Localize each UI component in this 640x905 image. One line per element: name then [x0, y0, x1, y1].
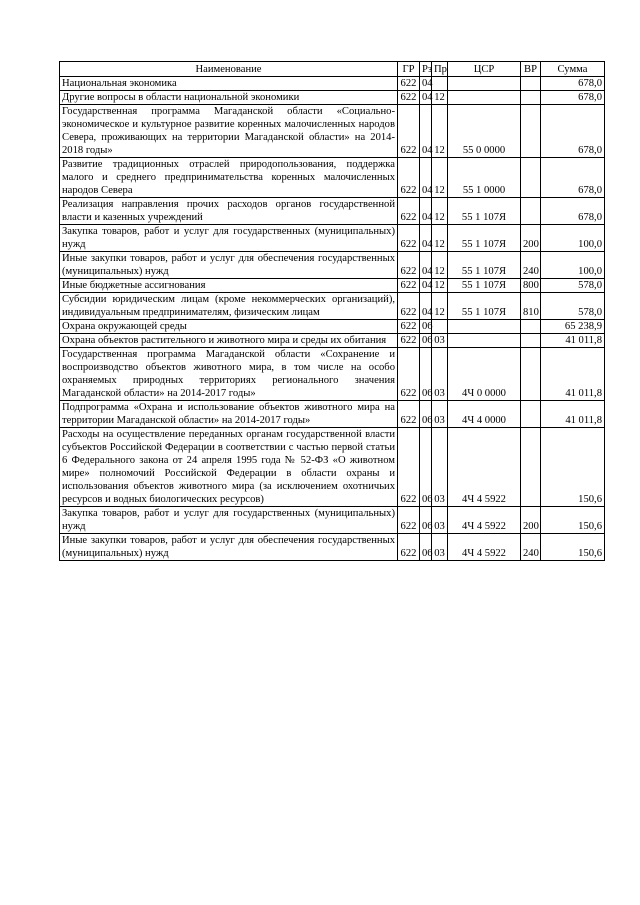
header-rz: Рз	[420, 62, 432, 77]
table-row	[60, 91, 605, 105]
cell-sum: 678,0	[541, 105, 605, 158]
header-name: Наименование	[60, 62, 398, 77]
cell-pr	[432, 77, 448, 91]
cell-pr: 12	[432, 198, 448, 225]
table-row	[60, 293, 605, 320]
cell-name: Иные бюджетные ассигнования	[60, 279, 398, 293]
cell-rz: 06	[420, 534, 432, 561]
header-vr: ВР	[521, 62, 541, 77]
cell-rz: 04	[420, 252, 432, 279]
table-row	[60, 225, 605, 252]
cell-sum: 678,0	[541, 77, 605, 91]
cell-rz: 04	[420, 158, 432, 198]
cell-vr	[521, 401, 541, 428]
cell-rz: 04	[420, 77, 432, 91]
cell-gr: 622	[398, 198, 420, 225]
cell-vr	[521, 77, 541, 91]
cell-pr: 12	[432, 279, 448, 293]
cell-sum: 150,6	[541, 507, 605, 534]
header-row	[60, 62, 605, 77]
cell-pr: 12	[432, 91, 448, 105]
cell-csr: 55 1 107Я	[448, 225, 521, 252]
cell-gr: 622	[398, 320, 420, 334]
cell-gr: 622	[398, 534, 420, 561]
cell-pr: 03	[432, 401, 448, 428]
cell-sum: 100,0	[541, 252, 605, 279]
cell-vr	[521, 428, 541, 507]
table-row	[60, 348, 605, 401]
header-pr: Пр	[432, 62, 448, 77]
cell-sum: 578,0	[541, 279, 605, 293]
cell-name: Национальная экономика	[60, 77, 398, 91]
table-row	[60, 105, 605, 158]
cell-sum: 41 011,8	[541, 334, 605, 348]
cell-csr: 4Ч 0 0000	[448, 348, 521, 401]
cell-sum: 150,6	[541, 428, 605, 507]
cell-sum: 100,0	[541, 225, 605, 252]
header-gr: ГР	[398, 62, 420, 77]
cell-pr: 03	[432, 428, 448, 507]
cell-sum: 678,0	[541, 198, 605, 225]
document-page	[59, 61, 605, 561]
cell-sum: 41 011,8	[541, 401, 605, 428]
table-row	[60, 279, 605, 293]
cell-rz: 04	[420, 198, 432, 225]
header-csr: ЦСР	[448, 62, 521, 77]
cell-csr: 55 1 107Я	[448, 293, 521, 320]
cell-name: Закупка товаров, работ и услуг для государственных (муниципальных) нужд	[60, 507, 398, 534]
table-row	[60, 507, 605, 534]
cell-sum: 678,0	[541, 158, 605, 198]
cell-csr: 4Ч 4 5922	[448, 534, 521, 561]
table-row	[60, 401, 605, 428]
cell-csr: 55 1 0000	[448, 158, 521, 198]
cell-name: Подпрограмма «Охрана и использование объектов животного мира на территории Магаданской области» на 2014-2017 годы»	[60, 401, 398, 428]
cell-rz: 04	[420, 91, 432, 105]
cell-pr: 03	[432, 348, 448, 401]
table-row	[60, 252, 605, 279]
cell-gr: 622	[398, 428, 420, 507]
cell-pr: 12	[432, 158, 448, 198]
cell-csr	[448, 77, 521, 91]
cell-sum: 578,0	[541, 293, 605, 320]
cell-name: Охрана объектов растительного и животного мира и среды их обитания	[60, 334, 398, 348]
cell-vr: 200	[521, 507, 541, 534]
table-body	[60, 77, 605, 561]
cell-csr: 4Ч 4 0000	[448, 401, 521, 428]
cell-vr: 810	[521, 293, 541, 320]
cell-name: Расходы на осуществление переданных органам государственной власти субъектов Российской Федерации в соответствии с частью первой статьи 6 Федерального закона от 24 апреля 1995 года № 52-ФЗ «О животном мире» полномочий Российской Федерации в области охраны и использования объектов животного мира (за исключением охотничьих ресурсов и водных биологических ресурсов)	[60, 428, 398, 507]
cell-pr: 12	[432, 293, 448, 320]
cell-name: Иные закупки товаров, работ и услуг для обеспечения государственных (муниципальных) нужд	[60, 252, 398, 279]
cell-rz: 04	[420, 293, 432, 320]
cell-gr: 622	[398, 225, 420, 252]
cell-csr	[448, 91, 521, 105]
cell-pr	[432, 320, 448, 334]
cell-gr: 622	[398, 252, 420, 279]
cell-gr: 622	[398, 91, 420, 105]
cell-csr	[448, 334, 521, 348]
table-row	[60, 428, 605, 507]
cell-name: Иные закупки товаров, работ и услуг для обеспечения государственных (муниципальных) нужд	[60, 534, 398, 561]
cell-name: Закупка товаров, работ и услуг для государственных (муниципальных) нужд	[60, 225, 398, 252]
cell-rz: 06	[420, 320, 432, 334]
cell-pr: 12	[432, 105, 448, 158]
cell-vr: 240	[521, 252, 541, 279]
cell-gr: 622	[398, 348, 420, 401]
cell-name: Субсидии юридическим лицам (кроме некоммерческих организаций), индивидуальным предпринимателям, физическим лицам	[60, 293, 398, 320]
cell-sum: 41 011,8	[541, 348, 605, 401]
cell-name: Другие вопросы в области национальной экономики	[60, 91, 398, 105]
cell-rz: 06	[420, 428, 432, 507]
cell-vr	[521, 334, 541, 348]
cell-sum: 65 238,9	[541, 320, 605, 334]
cell-pr: 03	[432, 534, 448, 561]
cell-csr: 4Ч 4 5922	[448, 428, 521, 507]
cell-csr: 55 0 0000	[448, 105, 521, 158]
header-sum: Сумма	[541, 62, 605, 77]
cell-vr	[521, 348, 541, 401]
cell-pr: 12	[432, 252, 448, 279]
cell-pr: 12	[432, 225, 448, 252]
budget-table	[59, 61, 605, 561]
cell-vr	[521, 198, 541, 225]
cell-vr: 800	[521, 279, 541, 293]
cell-csr: 55 1 107Я	[448, 279, 521, 293]
cell-gr: 622	[398, 401, 420, 428]
cell-sum: 150,6	[541, 534, 605, 561]
cell-rz: 06	[420, 334, 432, 348]
cell-csr: 4Ч 4 5922	[448, 507, 521, 534]
table-header	[60, 62, 605, 77]
cell-csr: 55 1 107Я	[448, 252, 521, 279]
cell-rz: 06	[420, 401, 432, 428]
cell-gr: 622	[398, 279, 420, 293]
cell-pr: 03	[432, 507, 448, 534]
cell-rz: 06	[420, 348, 432, 401]
cell-rz: 06	[420, 507, 432, 534]
table-row	[60, 77, 605, 91]
cell-rz: 04	[420, 279, 432, 293]
cell-gr: 622	[398, 158, 420, 198]
cell-pr: 03	[432, 334, 448, 348]
cell-vr	[521, 320, 541, 334]
cell-vr	[521, 91, 541, 105]
cell-gr: 622	[398, 507, 420, 534]
cell-rz: 04	[420, 105, 432, 158]
table-row	[60, 534, 605, 561]
cell-csr: 55 1 107Я	[448, 198, 521, 225]
cell-vr: 200	[521, 225, 541, 252]
table-row	[60, 320, 605, 334]
cell-name: Развитие традиционных отраслей природопользования, поддержка малого и среднего предпринимательства коренных малочисленных народов Севера	[60, 158, 398, 198]
cell-csr	[448, 320, 521, 334]
table-row	[60, 158, 605, 198]
table-row	[60, 198, 605, 225]
cell-vr: 240	[521, 534, 541, 561]
cell-gr: 622	[398, 293, 420, 320]
cell-sum: 678,0	[541, 91, 605, 105]
cell-name: Охрана окружающей среды	[60, 320, 398, 334]
cell-vr	[521, 105, 541, 158]
cell-gr: 622	[398, 334, 420, 348]
table-row	[60, 334, 605, 348]
cell-name: Государственная программа Магаданской области «Социально-экономическое и культурное развитие коренных малочисленных народов Севера, проживающих на территории Магаданской области» на 2014-2018 годы»	[60, 105, 398, 158]
cell-name: Реализация направления прочих расходов органов государственной власти и казенных учреждений	[60, 198, 398, 225]
cell-rz: 04	[420, 225, 432, 252]
cell-gr: 622	[398, 77, 420, 91]
cell-vr	[521, 158, 541, 198]
cell-gr: 622	[398, 105, 420, 158]
cell-name: Государственная программа Магаданской области «Сохранение и воспроизводство объектов животного мира, в том числе на особо охраняемых природных территориях регионального значения Магаданской области» на 2014-2017 годы»	[60, 348, 398, 401]
